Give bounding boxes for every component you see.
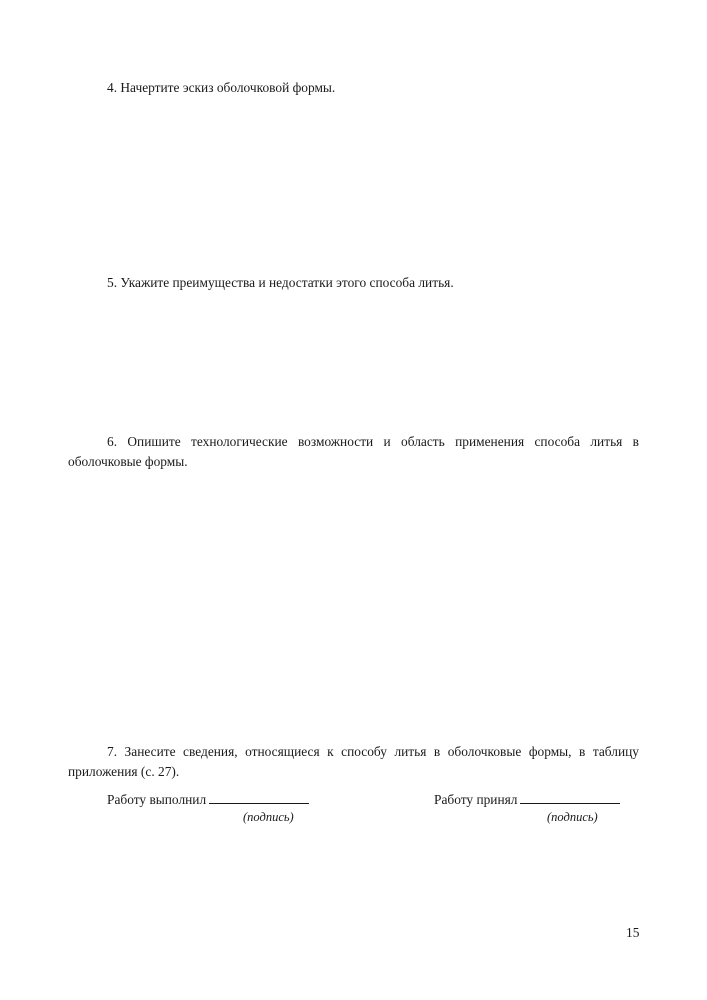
signature-accepted-blank <box>520 790 620 804</box>
signature-note-right: (подпись) <box>547 810 598 824</box>
signature-accepted-label: Работу принял <box>434 792 518 807</box>
question-6: 6. Опишите технологические возможности и область применения способа литья в оболочковые формы. <box>68 434 639 469</box>
signature-note-left: (подпись) <box>243 810 294 824</box>
question-7: 7. Занесите сведения, относящиеся к способу литья в оболочковые формы, в таблицу приложения (с. 27). <box>68 744 639 779</box>
signature-performed-label: Работу выполнил <box>107 792 207 807</box>
page-number: 15 <box>626 925 640 940</box>
question-5: 5. Укажите преимущества и недостатки этого способа литья. <box>107 275 454 290</box>
question-4: 4. Начертите эскиз оболочковой формы. <box>107 80 336 95</box>
signature-performed-blank <box>209 790 309 804</box>
